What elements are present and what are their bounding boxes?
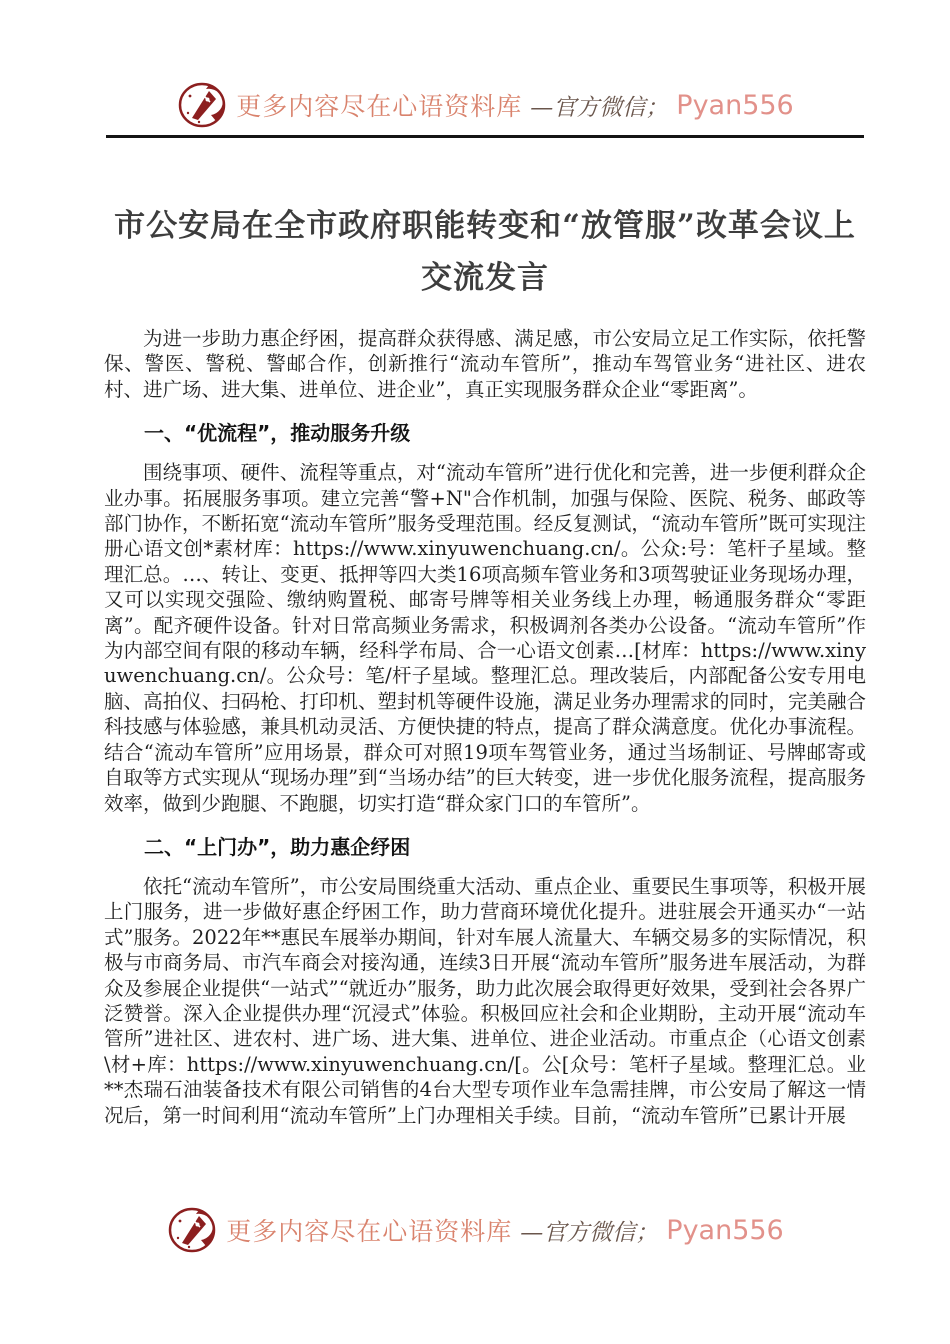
watermark-suffix: —官方微信； xyxy=(520,1219,659,1246)
paragraph-intro: 为进一步助力惠企纾困，提高群众获得感、满足感，市公安局立足工作实际，依托警保、警医、警税、警邮合作，创新推行“流动车管所”，推动车驾管业务“进社区、进农村、进广场、进大集、进单位、进企业”，真正实现服务群众企业“零距离”。 xyxy=(104,327,866,401)
page-footer-watermark xyxy=(0,1205,950,1255)
document-title-line1: 市公安局在全市政府职能转变和“放管服”改革会议上 xyxy=(114,208,856,244)
watermark-text: 更多内容尽在心语资料库 xyxy=(226,1217,513,1246)
watermark-text: 更多内容尽在心语资料库 xyxy=(236,92,523,121)
xinyu-pen-logo-icon xyxy=(176,82,228,128)
section-heading-2: 二、“上门办”，助力惠企纾困 xyxy=(144,834,411,859)
wechat-id: Pyan556 xyxy=(666,1214,784,1246)
paragraph-section-2: 依托“流动车管所”，市公安局围绕重大活动、重点企业、重要民生事项等，积极开展上门服务，进一步做好惠企纾困工作，助力营商环境优化提升。进驻展会开通买办“一站式”服务。2022年**惠民车展举办期间，针对车展人流量大、车辆交易多的实际情况，积极与市商务局、市汽车商会对接沟通，连续3日开展“流动车管所”服务进车展活动，为群众及参展企业提供“一站式”“就近办”服务，助力此次展会取得更好效果，受到社会各界广泛赞誉。深入企业提供办理“沉浸式”体验。积极回应社会和企业期盼，主动开展“流动车管所”进社区、进农村、进广场、进大集、进单位、进企业活动。市重点企（心语文创素\材+库：https://www.xinyuwenchuang.cn/[。公[众号：笔杆子星域。整理汇总。业**杰瑞石油装备技术有限公司销售的4台大型专项作业车急需挂牌，市公安局了解这一情况后，第一时间利用“流动车管所”上门办理相关手续。目前，“流动车管所”已累计开展 xyxy=(104,874,866,1127)
watermark-suffix: —官方微信； xyxy=(530,94,669,121)
header-divider-line xyxy=(106,135,864,138)
document-title xyxy=(104,200,866,304)
xinyu-pen-logo-icon xyxy=(166,1207,218,1253)
section-heading-1: 一、“优流程”，推动服务升级 xyxy=(144,421,411,446)
paragraph-section-1: 围绕事项、硬件、流程等重点，对“流动车管所”进行优化和完善，进一步便利群众企业办事。拓展服务事项。建立完善“警+N"合作机制，加强与保险、医院、税务、邮政等部门协作，不断拓宽“流动车管所”服务受理范围。经反复测试，“流动车管所”既可实现注册心语文创*素材库：https://www.xinyuwenchuang.cn/。公众:号：笔杆子星域。整理汇总。…、转让、变更、抵押等四大类16项高频车管业务和3项驾驶证业务现场办理，又可以实现交强险、缴纳购置税、邮寄号牌等相关业务线上办理，畅通服务群众“零距离”。配齐硬件设备。针对日常高频业务需求，积极调剂各类办公设备。“流动车管所”作为内部空间有限的移动车辆，经科学布局、合一心语文创素…[材库：https://www.xinyuwenchuang.cn/。公众号：笔/杆子星域。整理汇总。理改装后，内部配备公安专用电脑、高拍仪、扫码枪、打印机、塑封机等硬件设施，满足业务办理需求的同时，完美融合科技感与体验感，兼具机动灵活、方便快捷的特点，提高了群众满意度。优化办事流程。结合“流动车管所”应用场景，群众可对照19项车驾管业务，通过当场制证、号牌邮寄或自取等方式实现从“现场办理”到“当场办结”的巨大转变，进一步优化服务流程，提高服务效率，做到少跑腿、不跑腿，切实打造“群众家门口的车管所”。 xyxy=(104,461,866,815)
document-title-line2: 交流发言 xyxy=(421,260,549,296)
page-header-watermark xyxy=(104,80,866,130)
wechat-id: Pyan556 xyxy=(676,89,794,121)
